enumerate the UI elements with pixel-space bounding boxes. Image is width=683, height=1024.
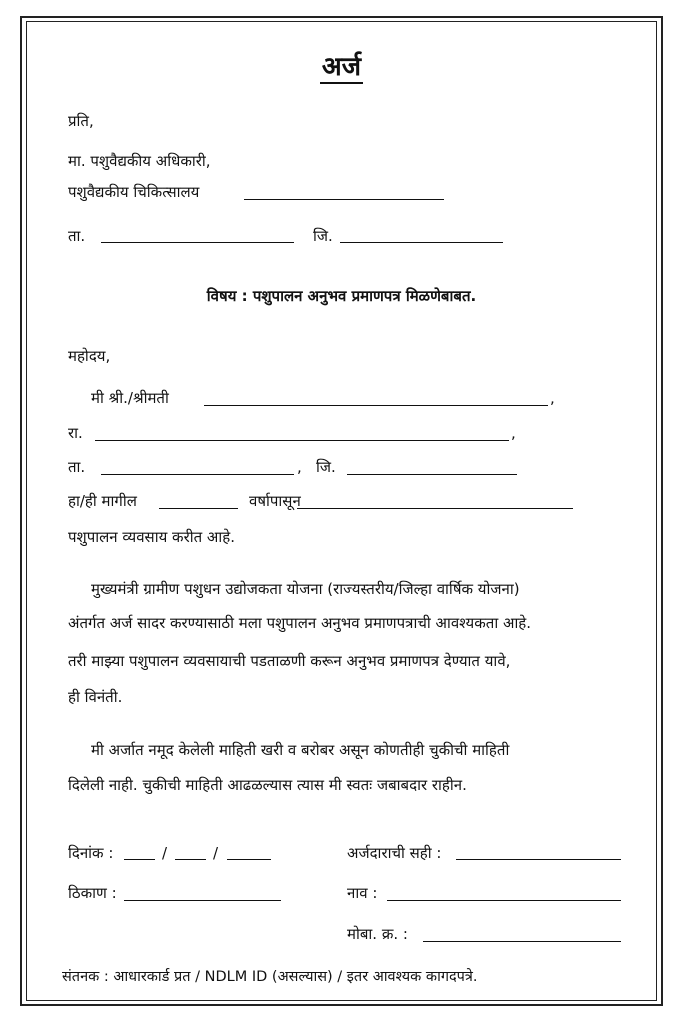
place-label: ठिकाण : — [68, 884, 117, 902]
taluka-blank[interactable] — [101, 242, 294, 243]
page-title — [0, 50, 683, 84]
date-sep-1: / — [162, 844, 168, 862]
signature-blank[interactable] — [456, 859, 621, 860]
applicant-district-blank[interactable] — [347, 474, 517, 475]
applicant-taluka-label: ता. — [68, 458, 86, 476]
district-blank[interactable] — [340, 242, 503, 243]
body-p1-line3: तरी माझ्या पशुपालन व्यवसायाची पडताळणी करून अनुभव प्रमाणपत्र देण्यात यावे, — [68, 652, 511, 670]
title-text: अर्ज — [321, 52, 362, 82]
salutation: महोदय, — [68, 347, 111, 365]
attachments-note: संतनक : आधारकार्ड प्रत / NDLM ID (असल्यास) / इतर आवश्यक कागदपत्रे. — [62, 969, 478, 985]
date-year-blank[interactable] — [227, 859, 271, 860]
applicant-district-label: जि. — [316, 458, 336, 476]
body-p1-line4: ही विनंती. — [68, 688, 123, 706]
taluka-label: ता. — [68, 227, 86, 245]
name-blank[interactable] — [387, 900, 621, 901]
applicant-name-blank[interactable] — [204, 405, 548, 406]
body-p1-line2: अंतर्गत अर्ज सादर करण्यासाठी मला पशुपालन अनुभव प्रमाणपत्राची आवश्यकता आहे. — [68, 614, 532, 632]
date-day-blank[interactable] — [124, 859, 155, 860]
to-label: प्रति, — [68, 112, 94, 130]
signature-label: अर्जदाराची सही : — [347, 844, 442, 862]
place-blank[interactable] — [124, 900, 281, 901]
years-blank[interactable] — [159, 508, 238, 509]
date-month-blank[interactable] — [175, 859, 206, 860]
date-label: दिनांक : — [68, 844, 114, 862]
residence-blank[interactable] — [95, 440, 509, 441]
name-label: नाव : — [347, 884, 378, 902]
years-detail-blank[interactable] — [297, 508, 573, 509]
mobile-blank[interactable] — [423, 941, 621, 942]
years-prefix: हा/ही मागील — [68, 492, 137, 510]
comma-1: , — [550, 389, 555, 407]
body-p2-line1: मी अर्जात नमूद केलेली माहिती खरी व बरोबर असून कोणतीही चुकीची माहिती — [91, 741, 510, 759]
district-label: जि. — [313, 227, 333, 245]
mobile-label: मोबा. क्र. : — [347, 925, 408, 943]
applicant-name-label: मी श्री./श्रीमती — [91, 389, 169, 407]
hospital-label: पशुवैद्यकीय चिकित्सालय — [68, 183, 200, 201]
date-sep-2: / — [213, 844, 219, 862]
officer-label: मा. पशुवैद्यकीय अधिकारी, — [68, 152, 211, 170]
subject-line: विषय : पशुपालन अनुभव प्रमाणपत्र मिळणेबाबत. — [206, 287, 477, 305]
comma-2: , — [511, 424, 516, 442]
body-p2-line2: दिलेली नाही. चुकीची माहिती आढळल्यास त्यास मी स्वतः जबाबदार राहीन. — [68, 776, 467, 794]
comma-3: , — [297, 458, 302, 476]
business-line: पशुपालन व्यवसाय करीत आहे. — [68, 528, 235, 546]
applicant-taluka-blank[interactable] — [101, 474, 294, 475]
years-suffix: वर्षापासून — [249, 492, 301, 510]
residence-label: रा. — [68, 424, 83, 442]
hospital-blank[interactable] — [244, 199, 444, 200]
body-p1-line1: मुख्यमंत्री ग्रामीण पशुधन उद्योजकता योजना (राज्यस्तरीय/जिल्हा वार्षिक योजना) — [91, 580, 520, 598]
